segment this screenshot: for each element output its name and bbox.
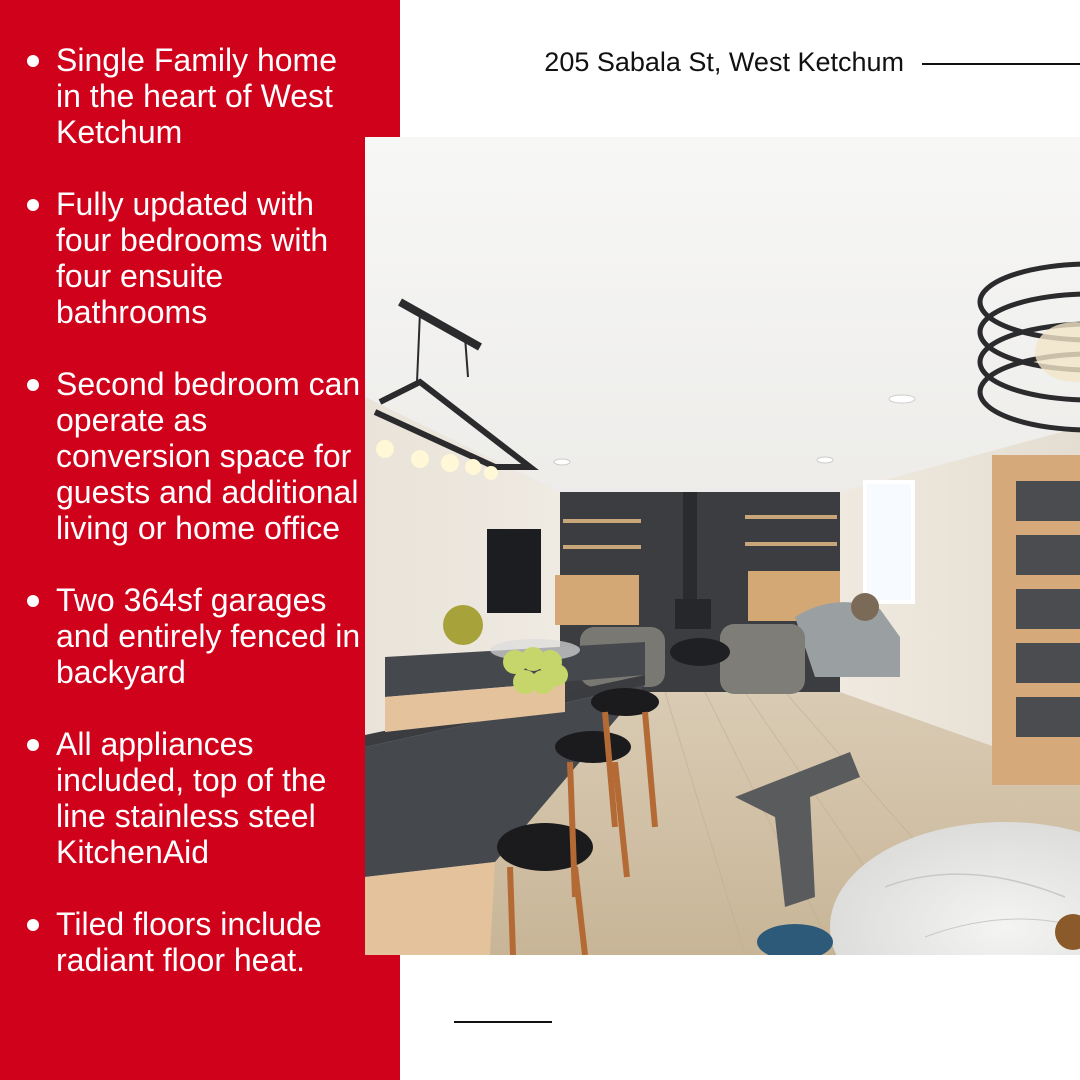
feature-text: All appliances included, top of the line stainless steel KitchenAid — [56, 726, 327, 870]
bullet-icon — [27, 379, 39, 391]
bullet-icon — [27, 55, 39, 67]
property-address: 205 Sabala St, West Ketchum — [544, 47, 904, 77]
feature-item — [24, 42, 369, 150]
feature-text: Fully updated with four bedrooms with four ensuite bathrooms — [56, 186, 329, 330]
feature-text: Second bedroom can operate as conversion space for guests and additional living or home office — [56, 366, 361, 546]
bullet-icon — [27, 199, 39, 211]
feature-text: Single Family home in the heart of West Ketchum — [56, 42, 337, 150]
bullet-icon — [27, 595, 39, 607]
header-divider — [922, 63, 1080, 65]
feature-item — [24, 906, 369, 978]
bullet-icon — [27, 739, 39, 751]
footer-divider — [454, 1021, 552, 1023]
interior-photo — [365, 137, 1080, 955]
feature-item — [24, 726, 369, 870]
feature-item — [24, 366, 369, 546]
feature-text: Tiled floors include radiant floor heat. — [56, 906, 322, 978]
feature-item — [24, 582, 369, 690]
feature-text: Two 364sf garages and entirely fenced in backyard — [56, 582, 361, 690]
feature-panel — [0, 0, 400, 1080]
bullet-icon — [27, 919, 39, 931]
feature-item — [24, 186, 369, 330]
feature-list — [24, 42, 369, 1014]
